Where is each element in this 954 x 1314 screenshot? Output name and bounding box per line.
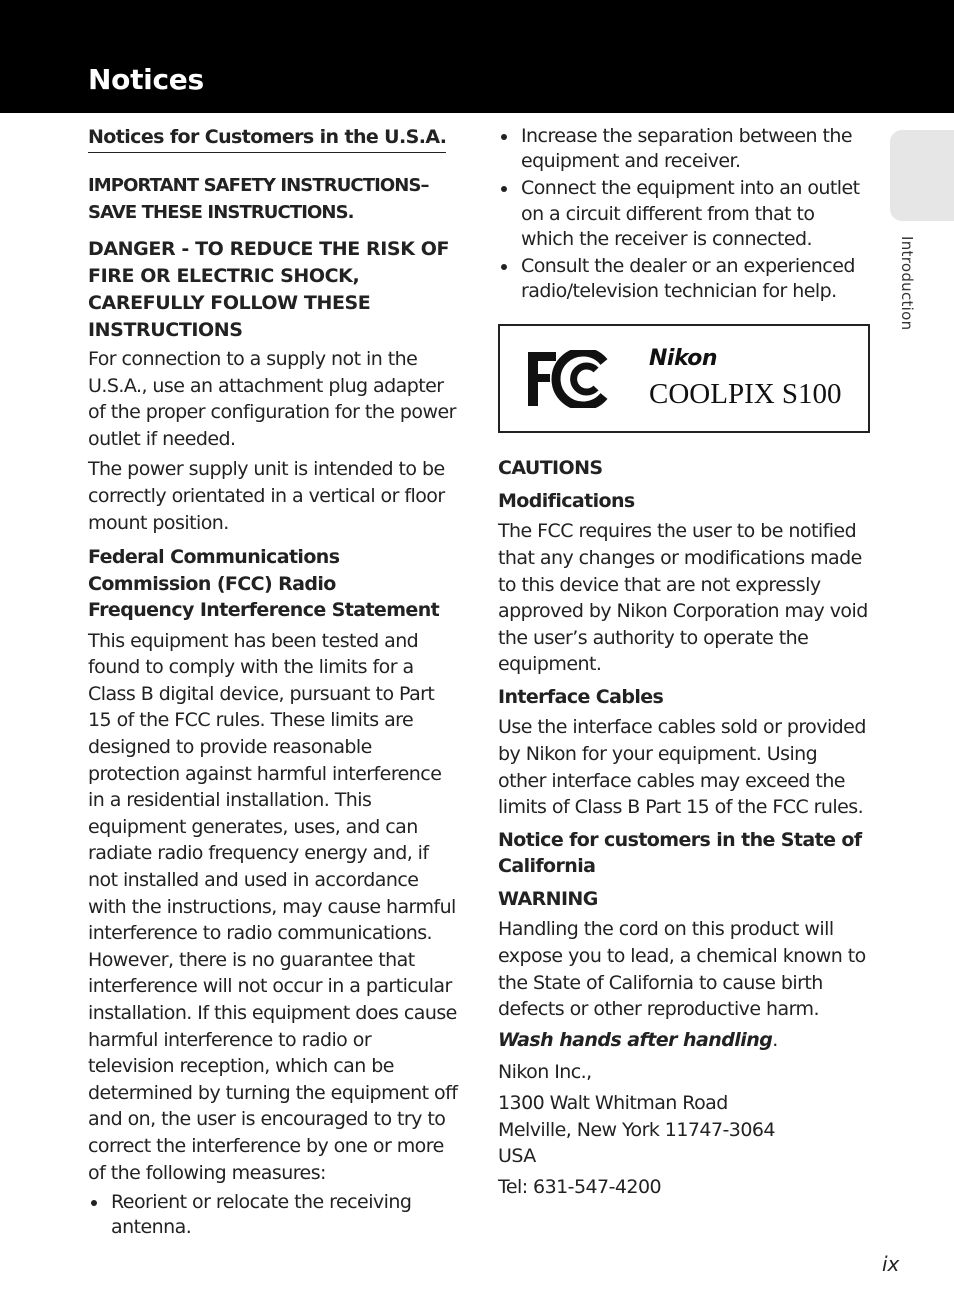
section-side-tab (890, 130, 954, 221)
interface-cables-paragraph: Use the interface cables sold or provided by Nikon for your equipment. Using other interface cables may exceed the limits of Class B Part 15 of the FCC rules. (498, 716, 866, 819)
address-line: USA (498, 1145, 536, 1168)
list-item: Connect the equipment into an outlet on a circuit different from that to which the receiver is connected. (498, 176, 870, 252)
wash-hands-line (498, 1027, 870, 1054)
telephone: Tel: 631-547-4200 (498, 1175, 662, 1198)
nikon-logo: Nikon (649, 346, 718, 372)
modifications-heading: Modifications (498, 489, 635, 512)
address-line: Melville, New York 11747-3064 (498, 1118, 775, 1141)
list-item: Consult the dealer or an experienced radio/television technician for help. (498, 254, 870, 304)
list-item: Reorient or relocate the receiving antenna. (88, 1190, 460, 1240)
california-notice-heading: Notice for customers in the State of California (498, 828, 862, 878)
address-block (498, 1090, 870, 1170)
danger-heading: DANGER - TO REDUCE THE RISK OF FIRE OR ELECTRIC SHOCK, CAREFULLY FOLLOW THESE INSTRUCTIONS (88, 238, 450, 341)
warning-heading: WARNING (498, 887, 598, 910)
wash-hands-text: Wash hands after handling (498, 1028, 773, 1051)
measures-list-right (498, 124, 870, 304)
fcc-logo-icon (526, 350, 608, 408)
fcc-compliance-box (498, 324, 870, 433)
warning-paragraph: Handling the cord on this product will expose you to lead, a chemical known to the State of California to cause birth defects or other reproductive harm. (498, 918, 866, 1021)
interface-cables-heading: Interface Cables (498, 685, 664, 708)
page-number: ix (882, 1252, 900, 1276)
list-item: Increase the separation between the equipment and receiver. (498, 124, 870, 174)
measures-list-left (88, 1190, 460, 1240)
address-line: 1300 Walt Whitman Road (498, 1091, 728, 1114)
section-title-usa: Notices for Customers in the U.S.A. (88, 124, 446, 153)
left-column (88, 124, 460, 1243)
fcc-statement-paragraph: This equipment has been tested and found to comply with the limits for a Class B digital device, pursuant to Part 15 of the FCC rules. These limits are designed to provide reasonable protection against harmful interference in a residential installation. This equipment generates, uses, and can radiate radio frequency energy and, if not installed and used in accordance with the instructions, may cause harmful interference to radio communications. However, there is no guarantee that interference will not occur in a particular installation. If this equipment does cause harmful interference to radio or television reception, which can be determined by turning the equipment off and on, the user is encouraged to try to correct the interference by one or more of the following measures: (88, 629, 458, 1184)
company-name: Nikon Inc., (498, 1061, 592, 1084)
cautions-heading: CAUTIONS (498, 457, 603, 480)
modifications-paragraph: The FCC requires the user to be notified that any changes or modifications made to this device that are not expressly approved by Nikon Corporation may void the user’s authority to operate the equipment. (498, 520, 868, 676)
right-column (498, 124, 870, 1204)
fcc-statement-heading: Federal Communications Commission (FCC) Radio Frequency Interference Statement (88, 546, 440, 622)
model-name: COOLPIX S100 (649, 378, 842, 411)
supply-paragraph: For connection to a supply not in the U.S.A., use an attachment plug adapter of the proper configuration for the power outlet if needed. (88, 348, 456, 450)
safety-instructions-heading: IMPORTANT SAFETY INSTRUCTIONS– SAVE THESE INSTRUCTIONS. (88, 175, 429, 223)
wash-hands-period: . (772, 1028, 778, 1051)
power-unit-paragraph: The power supply unit is intended to be correctly orientated in a vertical or floor mount position. (88, 458, 445, 534)
page-title: Notices (88, 63, 204, 96)
section-side-label: Introduction (898, 236, 916, 331)
page-header-bar (0, 0, 954, 113)
